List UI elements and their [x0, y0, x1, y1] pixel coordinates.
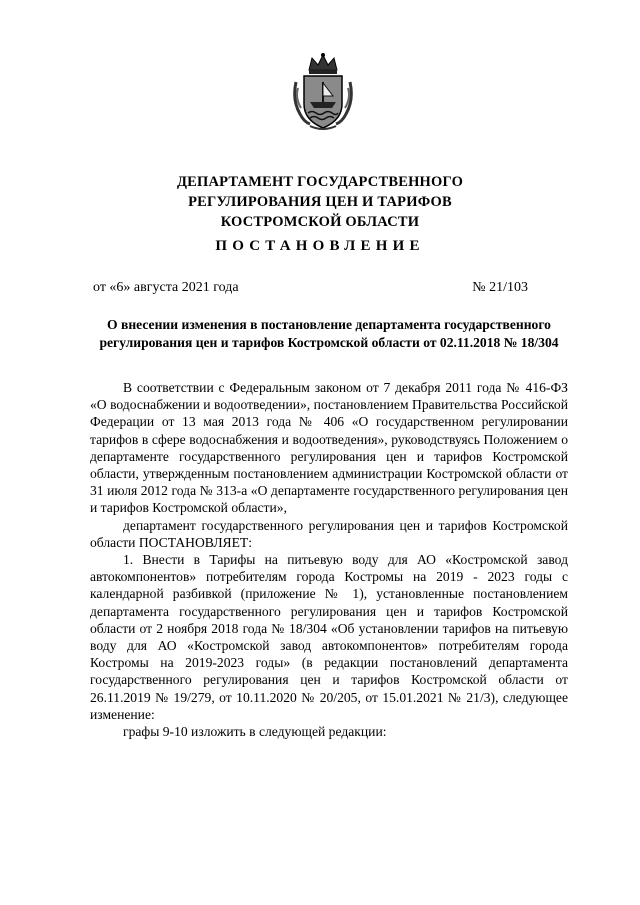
department-name-line: ДЕПАРТАМЕНТ ГОСУДАРСТВЕННОГО [176, 174, 464, 190]
document-number: № 21/103 [472, 280, 528, 295]
kostroma-coat-of-arms-icon [292, 52, 354, 132]
department-name [0, 172, 640, 232]
document-body [90, 379, 568, 740]
document-type-title: ПОСТАНОВЛЕНИЕ [215, 238, 425, 254]
document-date: от «6» августа 2021 года [93, 280, 239, 295]
body-paragraph: В соответствии с Федеральным законом от 7 декабря 2011 года № 416-ФЗ «О водоснабжении и водоотведении», постановлением Правительства Российской Федерации от 13 мая 2013 года № 406 «О государственном регулировании тарифов в сфере водоснабжения и водоотведения», руководствуясь Положением о департаменте государственного регулирования цен и тарифов Костромской области, утвержденным постановлением администрации Костромской области от 31 июля 2012 года № 313-а «О департаменте государственного регулирования цен и тарифов Костромской области», [90, 380, 568, 516]
document-subject: О внесении изменения в постановление департамента государственного регулирования цен и тарифов Костромской области от 02.11.2018 № 18/304 [99, 317, 559, 350]
body-paragraph: департамент государственного регулирования цен и тарифов Костромской области ПОСТАНОВЛЯЕТ: [90, 517, 568, 550]
body-paragraph: графы 9-10 изложить в следующей редакции: [123, 724, 387, 740]
department-name-line: РЕГУЛИРОВАНИЯ ЦЕН И ТАРИФОВ [188, 194, 452, 210]
body-paragraph: 1. Внести в Тарифы на питьевую воду для АО «Костромской завод автокомпонентов» потребителям города Костромы на 2019 - 2023 годы с календарной разбивкой (приложение № 1), установленные постановлением департамента государственного регулирования цен и тарифов Костромской области от 2 ноября 2018 года № 18/304 «Об установлении тарифов на питьевую воду для АО «Костромской завод автокомпонентов» потребителям города Костромы на 2019-2023 годы» (в редакции постановлений департамента государственного регулирования цен и тарифов Костромской области от 26.11.2019 № 19/279, от 10.11.2020 № 20/205, от 15.01.2021 № 21/3), следующее изменение: [90, 552, 568, 722]
department-name-line: КОСТРОМСКОЙ ОБЛАСТИ [220, 214, 420, 230]
